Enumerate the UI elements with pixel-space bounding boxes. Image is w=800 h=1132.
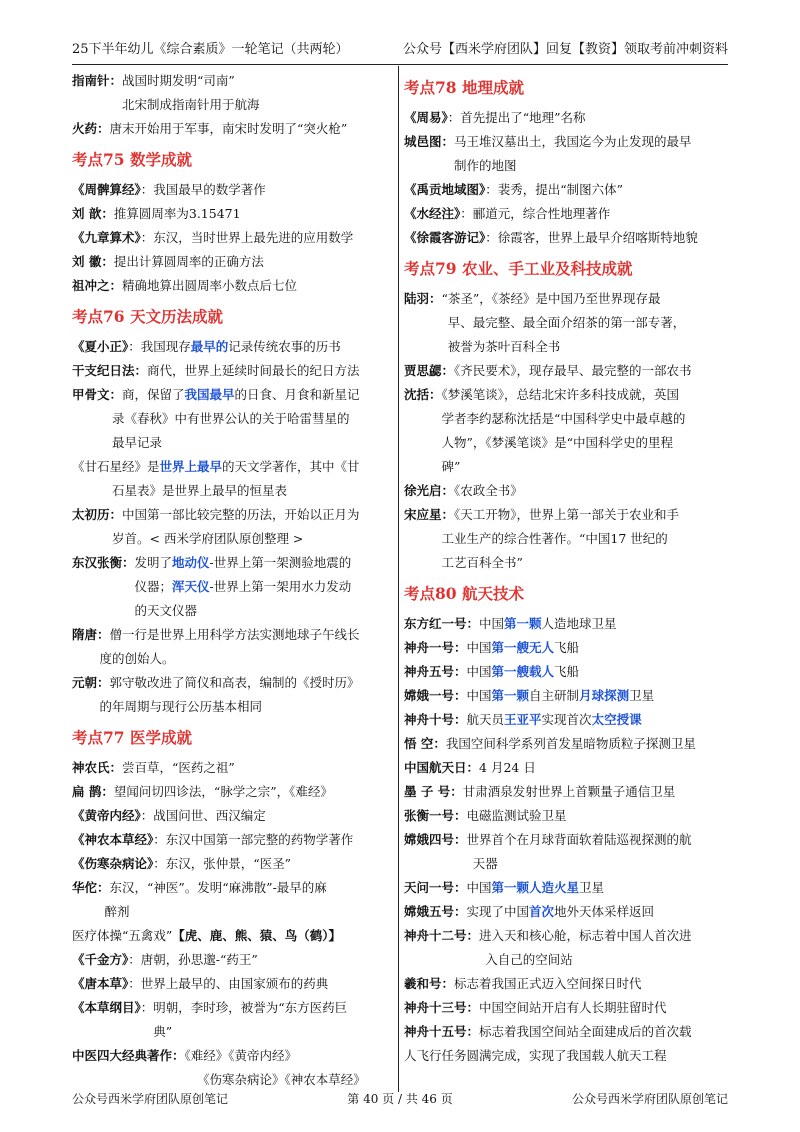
list-item-cont: 入自己的空间站	[485, 952, 573, 967]
list-item-cont: 早、最完整、最全面介绍茶的第一部专著，	[447, 315, 686, 330]
list-item: 刘 徽：提出计算圆周率的正确方法	[72, 254, 264, 269]
list-item: 《周易》：首先提出了“地理”名称	[404, 110, 586, 125]
list-item: 天问一号：中国第一颗人造火星卫星	[404, 880, 605, 895]
list-item-cont: 《伤寒杂病论》《神农本草经》	[197, 1072, 366, 1087]
list-item-cont: 碑”	[441, 459, 461, 474]
list-item: 华佗：东汉，“神医”。发明“麻沸散”-最早的麻	[72, 880, 327, 895]
list-item: 刘 歆：推算圆周率为3.15471	[72, 206, 241, 221]
list-item-cont: 工艺百科全书”	[441, 555, 523, 570]
list-item: 羲和号：标志着我国正式迈入空间探日时代	[404, 976, 642, 991]
list-item: 神舟五号：中国第一艘载人飞船	[404, 664, 580, 679]
list-item: 《九章算术》：东汉，当时世界上最先进的应用数学	[72, 230, 354, 245]
list-item: 神舟十三号：中国空间站开启有人长期驻留时代	[404, 1000, 667, 1015]
column-divider	[398, 66, 399, 1092]
list-item: 《周髀算经》：我国最早的数学著作	[72, 182, 266, 197]
entry-compass-cont: 北宋制成指南针用于航海	[122, 97, 260, 112]
list-item: 神舟十号：航天员王亚平实现首次太空授课	[404, 712, 642, 727]
list-item-cont: 仪器；浑天仪-世界上第一架用水力发动	[134, 579, 352, 594]
list-item: 《伤寒杂病论》：东汉，张仲景，“医圣”	[72, 856, 292, 871]
list-item: 医疗体操“五禽戏”【虎、鹿、熊、猿、鸟（鹤）】	[72, 928, 342, 943]
list-item: 中国航天日：4 月24 日	[404, 760, 536, 775]
list-item-cont: 人物”，《梦溪笔谈》是“中国科学史的里程	[441, 435, 674, 450]
list-item: 《徐霞客游记》：徐霞客，世界上最早介绍喀斯特地貌	[404, 230, 698, 245]
list-item: 干支纪日法：商代，世界上延续时间最长的纪日方法	[72, 363, 360, 378]
footer-right: 公众号西米学府团队原创笔记	[571, 1092, 728, 1106]
list-item: 《水经注》：郦道元，综合性地理著作	[404, 206, 611, 221]
list-item: 神舟十二号：进入天和核心舱，标志着中国人首次进	[404, 928, 692, 943]
section-title-80: 考点80 航天技术	[404, 584, 524, 603]
list-item: 悟 空：我国空间科学系列首发星暗物质粒子探测卫星	[404, 736, 696, 751]
list-item: 贾思勰：《齐民要术》，现存最早、最完整的一部农书	[404, 363, 692, 378]
list-item-cont: 典”	[153, 1024, 173, 1039]
list-item-cont: 人飞行任务圆满完成，实现了我国载人航天工程	[404, 1048, 667, 1063]
list-item: 中医四大经典著作：《难经》《黄帝内经》	[72, 1048, 298, 1063]
list-item: 祖冲之：精确地算出圆周率小数点后七位	[72, 278, 298, 293]
footer-left: 公众号西米学府团队原创笔记	[72, 1092, 229, 1106]
section-title-75: 考点75 数学成就	[72, 150, 192, 169]
list-item: 元朝：郭守敬改进了简仪和高表，编制的《授时历》	[72, 675, 360, 690]
list-item: 嫦娥五号：实现了中国首次地外天体采样返回	[404, 904, 655, 919]
section-title-77: 考点77 医学成就	[72, 728, 192, 747]
list-item: 嫦娥四号：世界首个在月球背面软着陆巡视探测的航	[404, 832, 692, 847]
list-item-cont: 的天文仪器	[134, 603, 198, 618]
list-item: 《唐本草》：世界上最早的、由国家颁布的药典	[72, 976, 329, 991]
list-item: 城邑图：马王堆汉墓出土，我国迄今为止发现的最早	[404, 134, 692, 149]
list-item: 《黄帝内经》：战国问世、西汉编定	[72, 808, 266, 823]
list-item: 《夏小正》：我国现存最早的记录传统农事的历书	[72, 339, 341, 354]
list-item: 张衡一号：电磁监测试验卫星	[404, 808, 567, 823]
list-item: 陆羽：“茶圣”，《茶经》是中国乃至世界现存最	[404, 291, 661, 306]
list-item-cont: 被誉为茶叶百科全书	[447, 339, 561, 354]
entry-compass: 指南针：战国时期发明“司南”	[72, 73, 235, 88]
list-item-cont: 醉剂	[104, 904, 130, 919]
header-left: 25下半年幼儿《综合素质》一轮笔记（共两轮）	[72, 42, 349, 57]
list-item-cont: 度的创始人。	[99, 651, 175, 666]
list-item: 《本草纲目》：明朝，李时珍，被誉为“东方医药巨	[72, 1000, 348, 1015]
list-item: 《千金方》：唐朝，孙思邈-“药王”	[72, 952, 258, 967]
list-item: 《甘石星经》是世界上最早的天文学著作，其中《甘	[72, 459, 360, 474]
list-item: 徐光启：《农政全书》	[404, 483, 523, 498]
section-title-78: 考点78 地理成就	[404, 78, 524, 97]
list-item: 扁 鹊：望闻问切四诊法，“脉学之宗”，《难经》	[72, 784, 333, 799]
right-column	[404, 68, 728, 1068]
list-item: 甲骨文：商，保留了我国最早的日食、月食和新星记	[72, 387, 360, 402]
list-item-cont: 录《春秋》中有世界公认的关于哈雷彗星的	[112, 411, 350, 426]
list-item-cont: 天器	[472, 856, 498, 871]
list-item: 神农氏：尝百草，“医药之祖”	[72, 760, 235, 775]
header-right: 公众号【西米学府团队】回复【教资】领取考前冲刺资料	[402, 42, 728, 57]
list-item-cont: 工业生产的综合性著作。“中国17 世纪的	[441, 531, 668, 546]
list-item: 嫦娥一号：中国第一颗自主研制月球探测卫星	[404, 688, 655, 703]
list-item: 墨 子 号：甘肃酒泉发射世界上首颗量子通信卫星	[404, 784, 676, 799]
list-item-cont: 岁首。< 西米学府团队原创整理 >	[112, 531, 304, 546]
list-item-cont: 石星表》是世界上最早的恒星表	[112, 483, 288, 498]
list-item: 沈括：《梦溪笔谈》，总结北宋许多科技成就，英国	[404, 387, 680, 402]
list-item-cont: 制作的地图	[454, 158, 517, 173]
list-item-cont: 的年周期与现行公历基本相同	[99, 699, 263, 714]
list-item: 神舟十五号：标志着我国空间站全面建成后的首次载	[404, 1024, 692, 1039]
list-item: 《禹贡地域图》：裴秀，提出“制图六体”	[404, 182, 624, 197]
left-column	[72, 68, 390, 1092]
page-number: 第 40 页 / 共 46 页	[347, 1092, 453, 1106]
list-item: 宋应星：《天工开物》，世界上第一部关于农业和手	[404, 507, 680, 522]
page-header	[72, 38, 728, 65]
list-item-cont: 学者李约瑟称沈括是“中国科学史中最卓越的	[441, 411, 686, 426]
list-item: 隋唐：僧一行是世界上用科学方法实测地球子午线长	[72, 627, 360, 642]
page-footer	[72, 1090, 728, 1107]
list-item: 东方红一号：中国第一颗人造地球卫星	[404, 616, 617, 631]
list-item-cont: 最早记录	[112, 435, 163, 450]
list-item: 神舟一号：中国第一艘无人飞船	[404, 640, 580, 655]
list-item: 东汉张衡：发明了地动仪-世界上第一架测验地震的	[72, 555, 352, 570]
list-item: 《神农本草经》：东汉中国第一部完整的药物学著作	[72, 832, 354, 847]
list-item: 太初历：中国第一部比较完整的历法，开始以正月为	[72, 507, 360, 522]
section-title-76: 考点76 天文历法成就	[72, 307, 223, 326]
entry-gunpowder: 火药：唐末开始用于军事，南宋时发明了“突火枪”	[72, 121, 348, 136]
section-title-79: 考点79 农业、手工业及科技成就	[404, 259, 633, 278]
